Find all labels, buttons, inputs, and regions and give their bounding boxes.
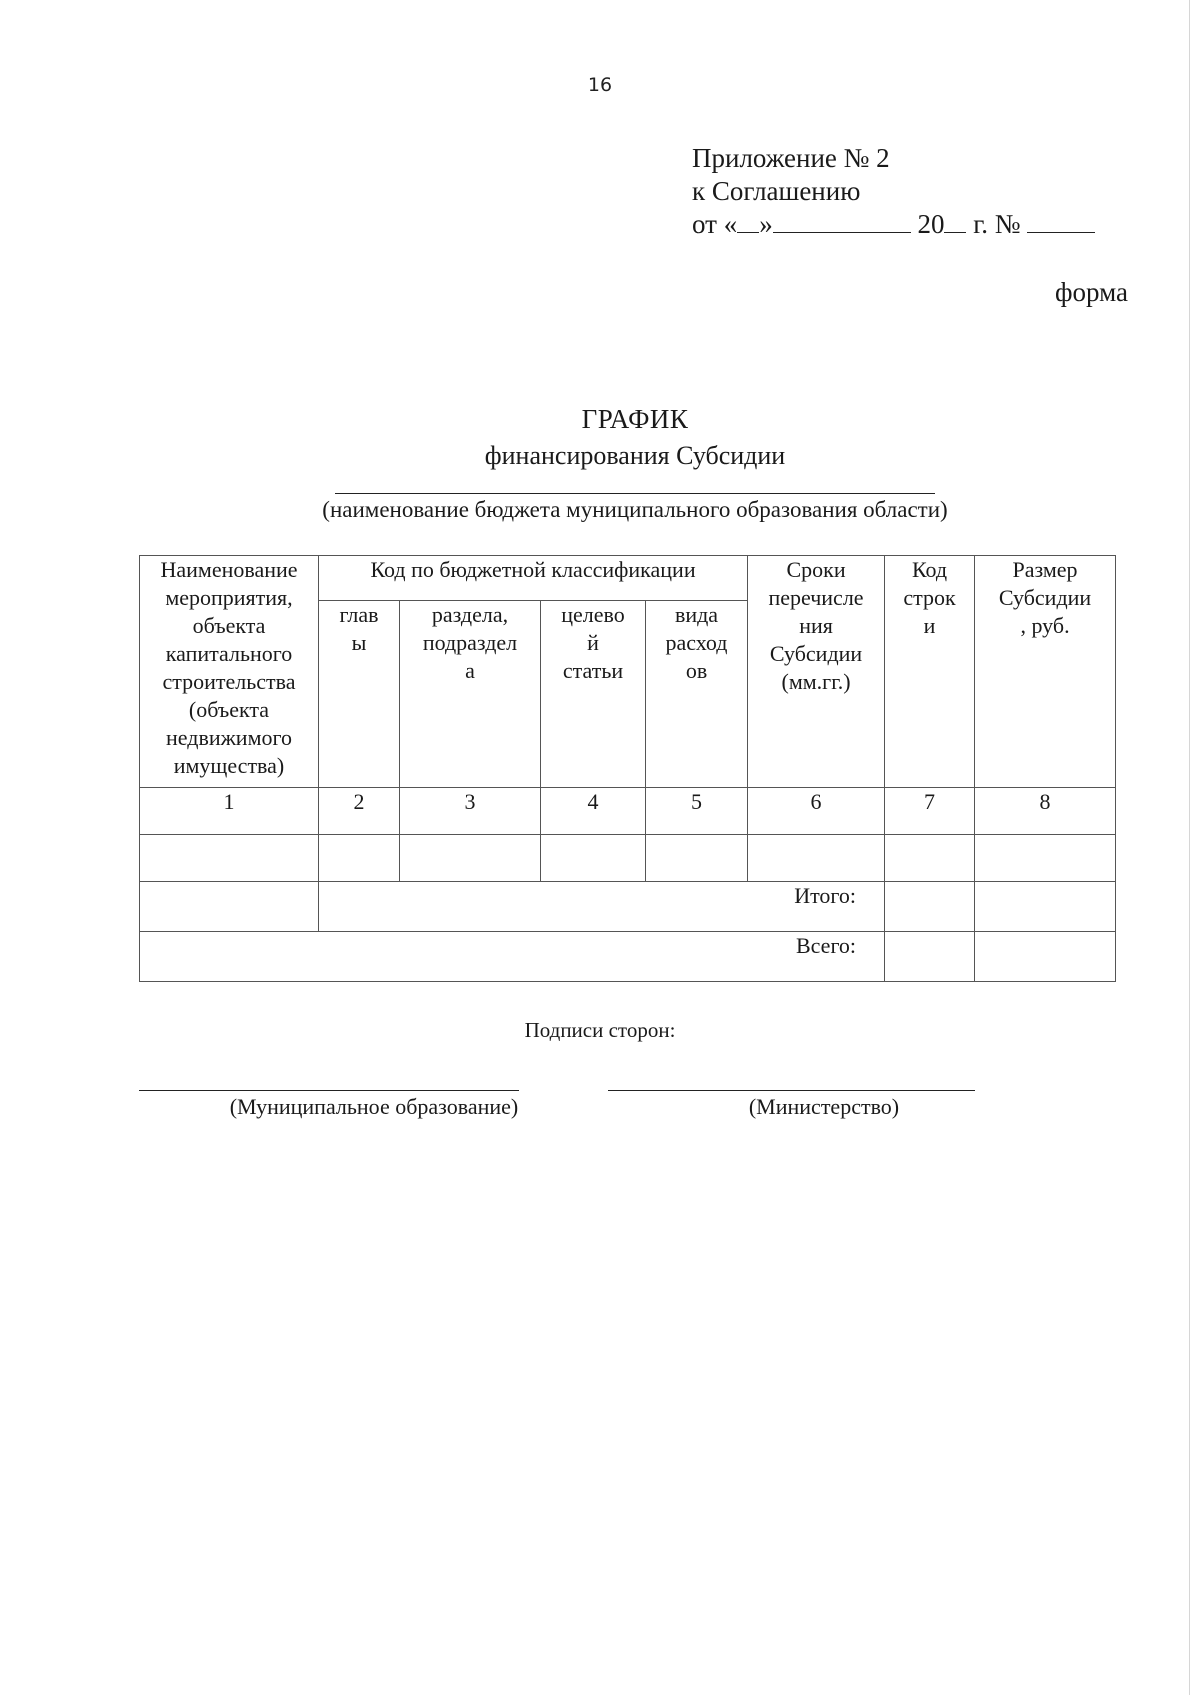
number-blank <box>1027 210 1095 233</box>
total-label: Всего: <box>140 932 885 982</box>
column-number: 7 <box>885 788 975 835</box>
day-blank <box>737 210 759 233</box>
financing-schedule-table <box>139 555 1116 982</box>
appendix-header <box>692 142 1095 241</box>
header-chapter: глав ы <box>319 601 400 788</box>
title-block <box>0 404 1200 471</box>
column-number: 2 <box>319 788 400 835</box>
header-expense-type: вида расход ов <box>646 601 748 788</box>
column-number: 5 <box>646 788 748 835</box>
header-target-item: целево й статьи <box>541 601 646 788</box>
column-number: 1 <box>140 788 319 835</box>
appendix-line-2: к Соглашению <box>692 176 861 206</box>
month-blank <box>773 210 911 233</box>
table-cell <box>885 882 975 932</box>
table-cell <box>140 882 319 932</box>
budget-name-line <box>335 493 935 494</box>
page-edge <box>1189 0 1190 1695</box>
table-cell <box>885 932 975 982</box>
year-prefix: 20 <box>917 209 945 239</box>
page-number: 16 <box>587 74 613 96</box>
document-subtitle: финансирования Субсидии <box>484 441 786 470</box>
table-cell <box>975 835 1116 882</box>
table-row <box>140 835 1116 882</box>
header-budget-classification: Код по бюджетной классификации <box>319 556 748 601</box>
document-title: ГРАФИК <box>581 404 689 434</box>
signature-caption-ministry: (Министерство) <box>748 1094 900 1119</box>
table-cell <box>885 835 975 882</box>
date-prefix: от « <box>692 209 738 239</box>
header-subsidy-size: Размер Субсидии , руб. <box>975 556 1116 788</box>
table-cell <box>748 835 885 882</box>
appendix-date-line <box>692 208 1095 241</box>
subtotal-row <box>140 882 1116 932</box>
signature-line-municipality <box>139 1090 519 1091</box>
budget-caption: (наименование бюджета муниципального образования области) <box>322 497 948 522</box>
table-cell <box>541 835 646 882</box>
column-number: 8 <box>975 788 1116 835</box>
header-activity-name: Наименование мероприятия, объекта капитального строительства (объекта недвижимого имущества) <box>140 556 319 788</box>
date-mid: » <box>759 209 773 239</box>
total-row <box>140 932 1116 982</box>
appendix-line-1: Приложение № 2 <box>692 143 890 173</box>
signatures-title: Подписи сторон: <box>524 1018 676 1042</box>
column-number: 4 <box>541 788 646 835</box>
column-number-row <box>140 788 1116 835</box>
year-blank <box>944 210 966 233</box>
signature-caption-municipality: (Муниципальное образование) <box>229 1094 519 1119</box>
table-cell <box>646 835 748 882</box>
subtotal-label: Итого: <box>319 882 885 932</box>
table-cell <box>975 932 1116 982</box>
header-transfer-terms: Сроки перечисле ния Субсидии (мм.гг.) <box>748 556 885 788</box>
table-cell <box>140 835 319 882</box>
table-cell <box>975 882 1116 932</box>
table-cell <box>400 835 541 882</box>
header-line-code: Код строк и <box>885 556 975 788</box>
table-cell <box>319 835 400 882</box>
form-label: форма <box>1055 277 1128 307</box>
header-row-1 <box>140 556 1116 601</box>
number-sign: г. № <box>973 209 1021 239</box>
signature-line-ministry <box>608 1090 975 1091</box>
header-section: раздела, подраздел а <box>400 601 541 788</box>
column-number: 3 <box>400 788 541 835</box>
column-number: 6 <box>748 788 885 835</box>
